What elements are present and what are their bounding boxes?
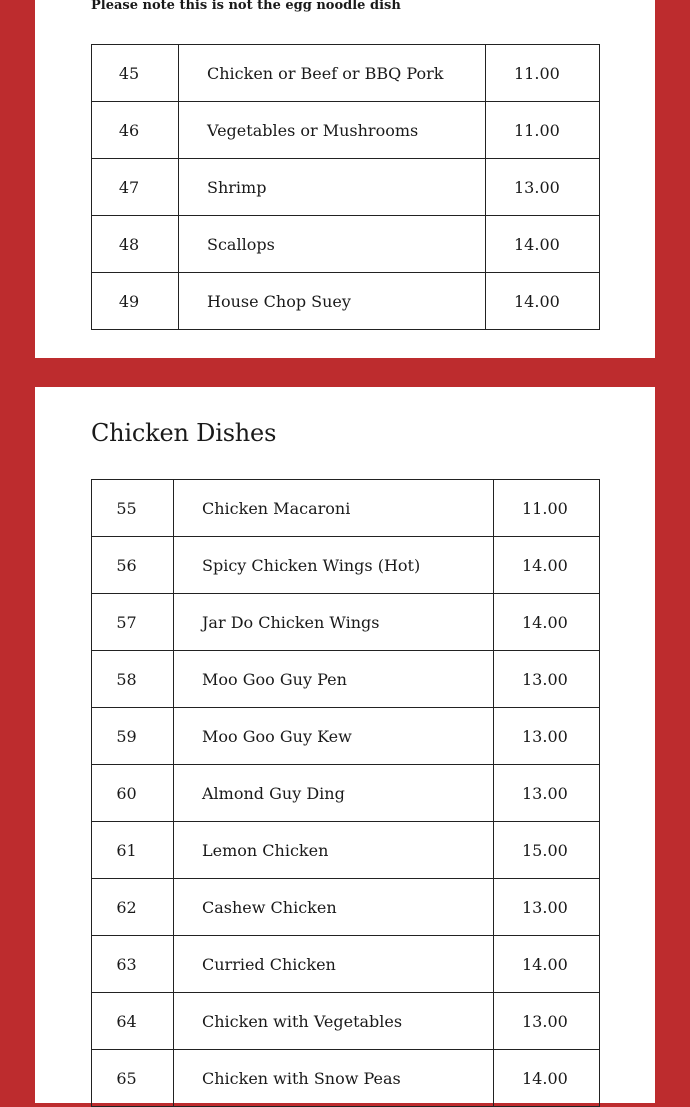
item-name: Scallops: [179, 216, 486, 273]
table-row: [92, 708, 600, 765]
item-number: 58: [92, 651, 174, 708]
item-price: 14.00: [494, 594, 600, 651]
table-row: [92, 273, 600, 330]
item-number: 63: [92, 936, 174, 993]
item-number: 57: [92, 594, 174, 651]
item-name: Lemon Chicken: [174, 822, 494, 879]
item-number: 48: [92, 216, 179, 273]
table-row: [92, 45, 600, 102]
item-price: 14.00: [494, 936, 600, 993]
item-price: 14.00: [486, 273, 600, 330]
item-price: 11.00: [494, 480, 600, 537]
item-number: 56: [92, 537, 174, 594]
item-price: 14.00: [494, 1050, 600, 1107]
table-row: [92, 159, 600, 216]
table-row: [92, 765, 600, 822]
item-price: 13.00: [486, 159, 600, 216]
table-row: [92, 102, 600, 159]
item-number: 65: [92, 1050, 174, 1107]
item-name: Spicy Chicken Wings (Hot): [174, 537, 494, 594]
item-price: 13.00: [494, 765, 600, 822]
item-number: 47: [92, 159, 179, 216]
table-row: [92, 216, 600, 273]
item-name: Cashew Chicken: [174, 879, 494, 936]
item-number: 60: [92, 765, 174, 822]
table-row: [92, 993, 600, 1050]
table-row: [92, 1050, 600, 1107]
item-price: 13.00: [494, 708, 600, 765]
table-row: [92, 480, 600, 537]
item-price: 13.00: [494, 993, 600, 1050]
item-number: 49: [92, 273, 179, 330]
chop-suey-section: [35, 0, 655, 358]
item-price: 11.00: [486, 102, 600, 159]
chicken-dishes-section: [35, 387, 655, 1103]
item-name: Vegetables or Mushrooms: [179, 102, 486, 159]
section-title: Chicken Dishes: [91, 419, 277, 447]
item-name: Chicken or Beef or BBQ Pork: [179, 45, 486, 102]
item-price: 11.00: [486, 45, 600, 102]
item-number: 45: [92, 45, 179, 102]
item-name: Curried Chicken: [174, 936, 494, 993]
table-row: [92, 879, 600, 936]
item-number: 46: [92, 102, 179, 159]
table-row: [92, 822, 600, 879]
item-number: 61: [92, 822, 174, 879]
menu-table: [91, 44, 600, 330]
item-number: 59: [92, 708, 174, 765]
item-name: Shrimp: [179, 159, 486, 216]
item-name: Chicken with Vegetables: [174, 993, 494, 1050]
section-note: Please note this is not the egg noodle dish: [91, 0, 401, 13]
item-name: Chicken Macaroni: [174, 480, 494, 537]
item-price: 14.00: [486, 216, 600, 273]
item-name: Moo Goo Guy Pen: [174, 651, 494, 708]
item-number: 62: [92, 879, 174, 936]
item-price: 14.00: [494, 537, 600, 594]
item-name: House Chop Suey: [179, 273, 486, 330]
table-row: [92, 537, 600, 594]
table-row: [92, 651, 600, 708]
item-name: Moo Goo Guy Kew: [174, 708, 494, 765]
table-row: [92, 594, 600, 651]
item-price: 15.00: [494, 822, 600, 879]
table-row: [92, 936, 600, 993]
menu-table: [91, 479, 600, 1107]
item-name: Chicken with Snow Peas: [174, 1050, 494, 1107]
item-price: 13.00: [494, 651, 600, 708]
item-name: Almond Guy Ding: [174, 765, 494, 822]
item-name: Jar Do Chicken Wings: [174, 594, 494, 651]
item-price: 13.00: [494, 879, 600, 936]
item-number: 64: [92, 993, 174, 1050]
item-number: 55: [92, 480, 174, 537]
